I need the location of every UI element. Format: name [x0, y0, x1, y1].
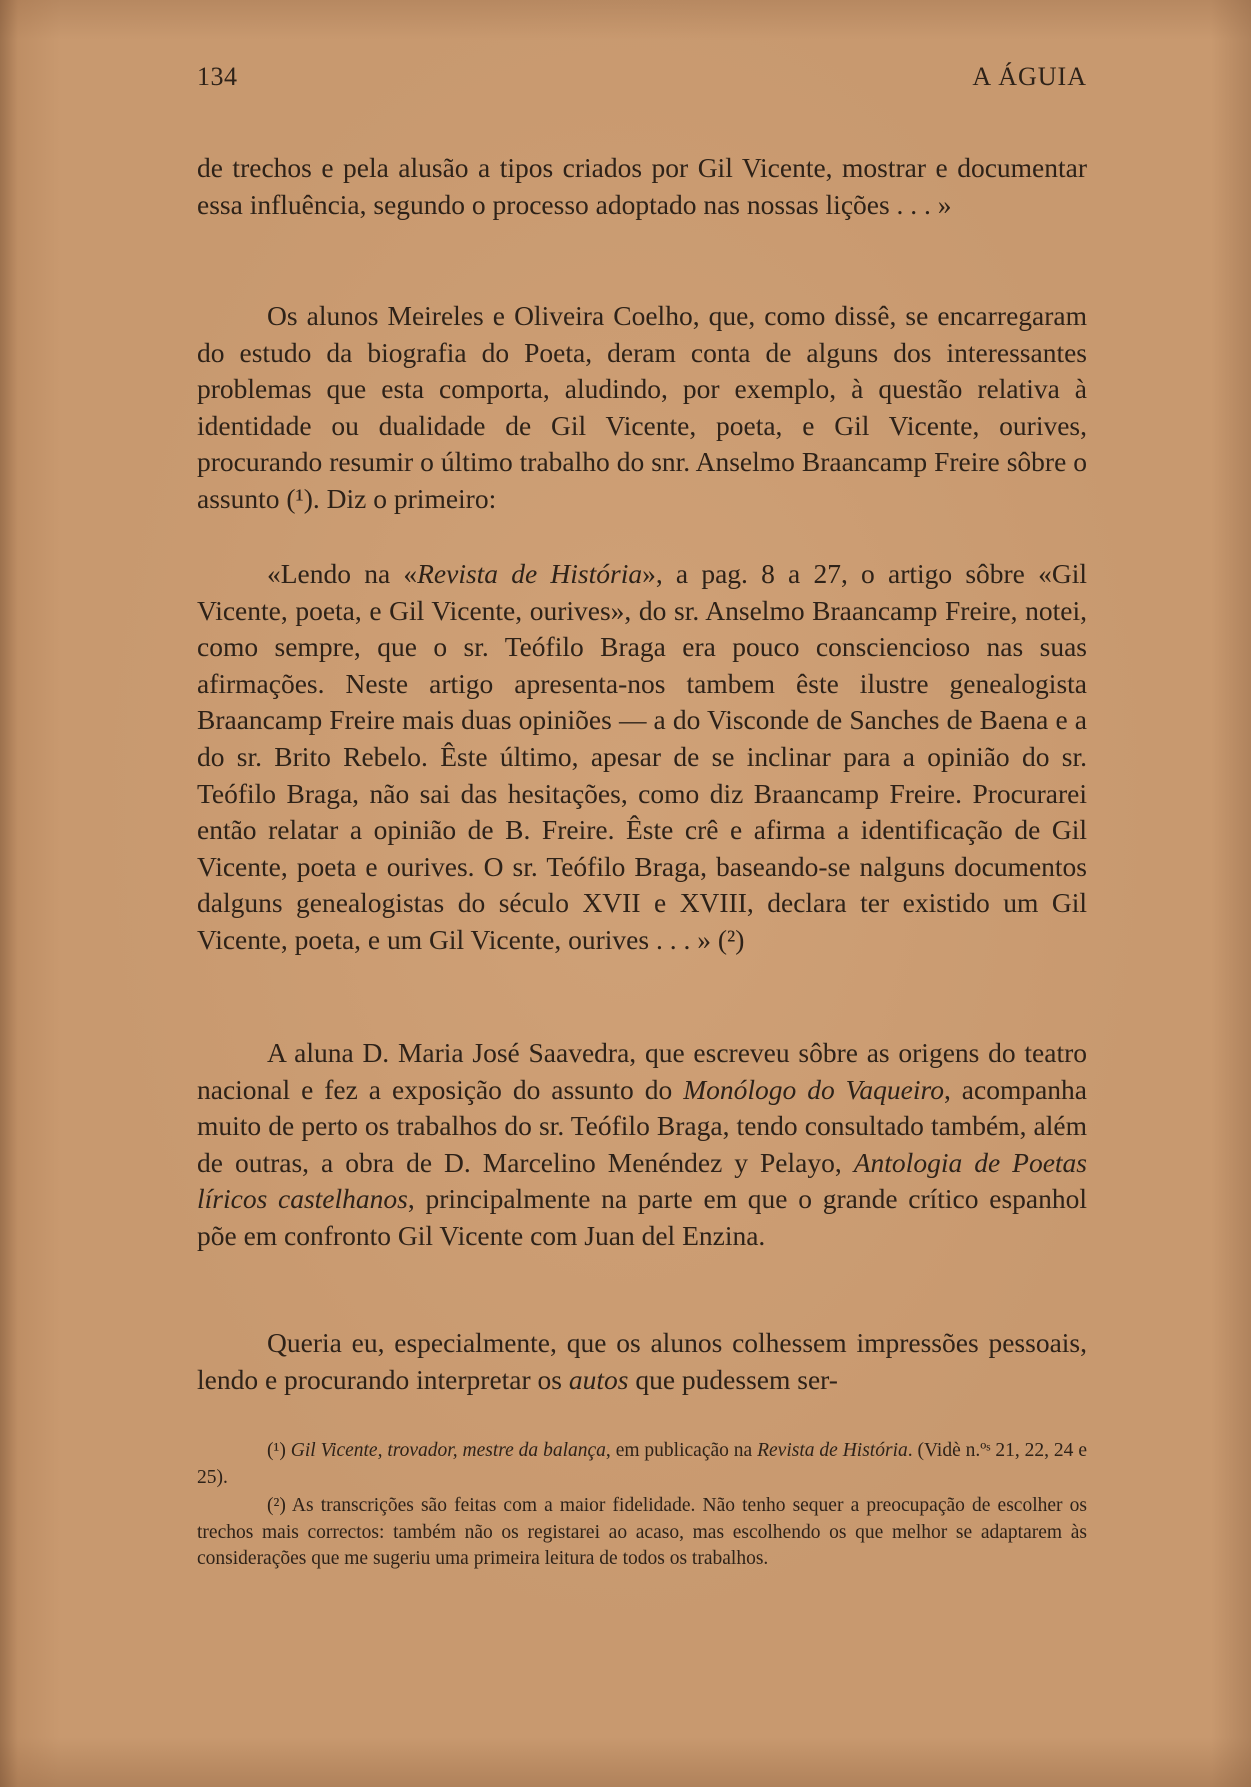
footnote-2	[197, 1493, 1087, 1573]
text-run: . (Vidè n.ºˢ 21, 22, 24 e 25).	[197, 1440, 1087, 1488]
footnotes	[197, 1438, 1087, 1575]
paragraph-4	[197, 1325, 1087, 1398]
work-title: Antologia de Poetas líricos castelhanos	[197, 1146, 1087, 1215]
text-run: Queria eu, especialmente, que os alunos colhessem impressões pessoais, lendo e procurando interpretar os	[197, 1327, 1087, 1395]
work-title: Gil Vicente, trovador, mestre da balança	[290, 1440, 606, 1461]
page-header	[197, 62, 1087, 102]
paragraph-text	[197, 556, 1087, 959]
footnote-marker: (²)	[267, 1495, 286, 1516]
text-run: , acompanha muito de perto os trabalhos do sr. Teófilo Braga, tendo consultado também, além de outras, a obra de D. Marcelino Menéndez y Pelayo,	[197, 1073, 1087, 1178]
footnote-marker: (¹)	[267, 1440, 286, 1461]
paragraph-2-quotation	[197, 556, 1087, 959]
paragraph-text: de trechos e pela alusão a tipos criados por Gil Vicente, mostrar e documentar essa influência, segundo o processo adoptado nas nossas lições . . . »	[197, 152, 1087, 220]
running-title: A ÁGUIA	[972, 62, 1087, 91]
paragraph-continuation	[197, 150, 1087, 223]
paragraph-text	[197, 1325, 1087, 1398]
work-title: Monólogo do Vaqueiro	[683, 1073, 944, 1105]
quote-text: », a pag. 8 a 27, o artigo sôbre «Gil Vicente, poeta, e Gil Vicente, ourives», do sr. Anselmo Braancamp Freire, notei, como sempre, que o sr. Teófilo Braga era pouco consciencioso nas suas afirmações. Neste artigo apresenta-nos tambem êste ilustre genealogista Braancamp Freire mais duas opiniões — a do Visconde de Sanches de Baena e a do sr. Brito Rebelo. Êste último, apesar de se inclinar para a opinião do sr. Teófilo Braga, não sai das hesitações, como diz Braancamp Freire. Procurarei então relatar a opinião de B. Freire. Êste crê e afirma a identificação de Gil Vicente, poeta e ourives. O sr. Teófilo Braga, baseando-se nalguns documentos dalguns genealogistas do século XVII e XVIII, declara ter existido um Gil Vicente, poeta, e um Gil Vicente, ourives . . . » (²)	[197, 558, 1087, 955]
text-run: , em publicação na	[605, 1440, 758, 1461]
page-number: 134	[197, 62, 238, 91]
text-run: que pudessem ser-	[628, 1363, 838, 1395]
journal-title: Revista de História	[417, 558, 643, 589]
text-run: A aluna D. Maria José Saavedra, que escreveu sôbre as origens do teatro nacional e fez a exposição do assunto do	[197, 1037, 1087, 1105]
quote-text: «Lendo na «	[267, 558, 418, 589]
paragraph-1	[197, 298, 1087, 518]
paragraph-3	[197, 1035, 1087, 1255]
italic-term: autos	[568, 1363, 629, 1395]
paragraph-text	[197, 1035, 1087, 1255]
text-run: , principalmente na parte em que o grande crítico espanhol põe em confronto Gil Vicente com Juan del Enzina.	[197, 1183, 1087, 1251]
text-run: As transcrições são feitas com a maior fidelidade. Não tenho sequer a preocupação de escolher os trechos mais correctos: também não os registarei ao acaso, mas escolhendo os que melhor se adaptarem às considerações que me sugeriu uma primeira leitura de todos os trabalhos.	[197, 1495, 1087, 1569]
footnote-1	[197, 1438, 1087, 1491]
paragraph-text: Os alunos Meireles e Oliveira Coelho, que, como dissê, se encarregaram do estudo da biografia do Poeta, deram conta de alguns dos interessantes problemas que esta comporta, aludindo, por exemplo, à questão relativa à identidade ou dualidade de Gil Vicente, poeta, e Gil Vicente, ourives, procurando resumir o último trabalho do snr. Anselmo Braancamp Freire sôbre o assunto (¹). Diz o primeiro:	[197, 300, 1087, 514]
journal-title: Revista de História	[757, 1440, 908, 1461]
